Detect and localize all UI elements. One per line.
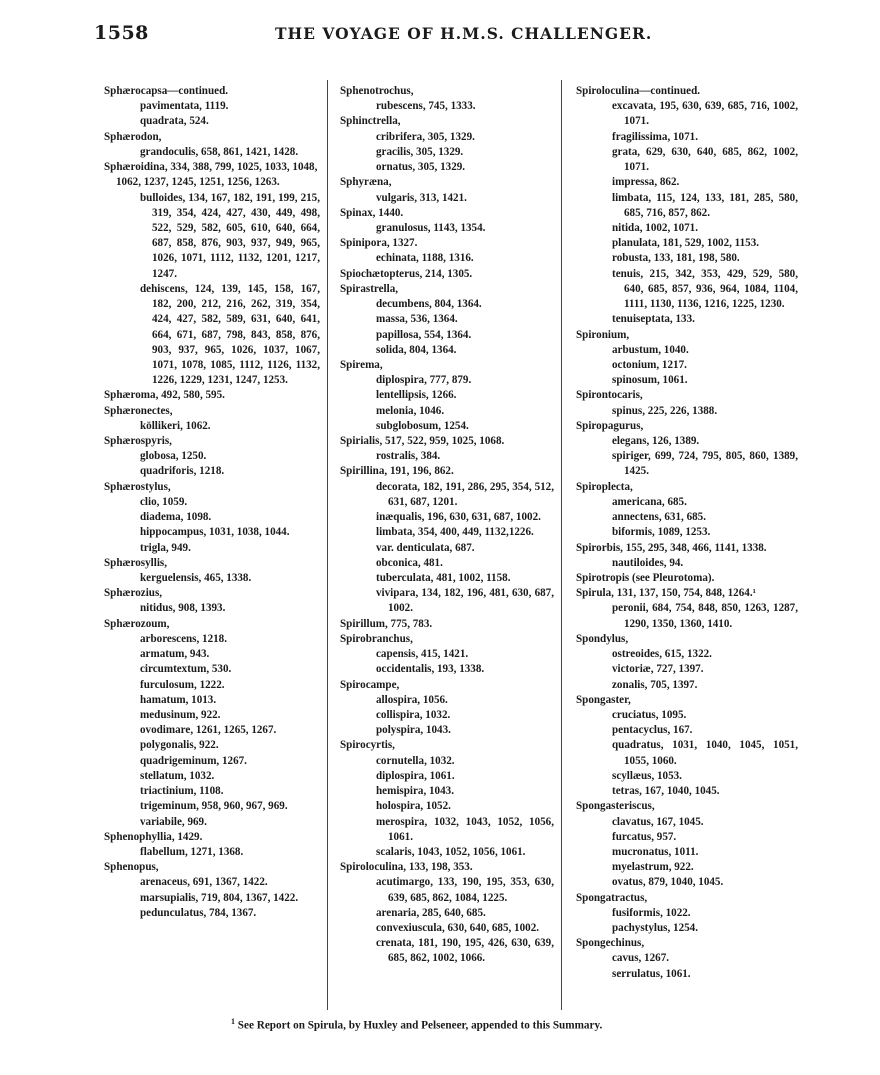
index-subentry: mucronatus, 1011. bbox=[612, 845, 699, 858]
index-subentry: globosa, 1250. bbox=[140, 450, 207, 463]
index-heading: Spirocyrtis, bbox=[340, 739, 395, 752]
index-heading: Sphæroidina, 334, 388, 799, 1025, 1033, 1048, 1062, 1237, 1245, 1251, 1256, 1263. bbox=[104, 161, 318, 189]
index-subentry: hippocampus, 1031, 1038, 1044. bbox=[140, 526, 290, 539]
index-subentry: peronii, 684, 754, 848, 850, 1263, 1287, 1290, 1350, 1360, 1410. bbox=[612, 602, 798, 630]
index-subentry: crenata, 181, 190, 195, 426, 630, 639, 685, 862, 1002, 1066. bbox=[376, 937, 554, 965]
index-heading: Spirema, bbox=[340, 358, 383, 371]
index-subentry: nitida, 1002, 1071. bbox=[612, 221, 698, 234]
index-subentry: capensis, 415, 1421. bbox=[376, 648, 469, 661]
footnote bbox=[231, 1017, 602, 1032]
index-heading: Sphærostylus, bbox=[104, 480, 171, 493]
index-subentry: nitidus, 908, 1393. bbox=[140, 602, 226, 615]
footnote-marker: 1 bbox=[231, 1017, 235, 1026]
index-subentry: gracilis, 305, 1329. bbox=[376, 145, 464, 158]
index-heading: Sphæronectes, bbox=[104, 404, 173, 417]
index-subentry: collispira, 1032. bbox=[376, 708, 451, 721]
index-subentry: zonalis, 705, 1397. bbox=[612, 678, 698, 691]
index-subentry: variabile, 969. bbox=[140, 815, 207, 828]
index-subentry: myelastrum, 922. bbox=[612, 861, 694, 874]
index-subentry: allospira, 1056. bbox=[376, 693, 448, 706]
index-column-1 bbox=[104, 84, 320, 921]
index-subentry: inæqualis, 196, 630, 631, 687, 1002. bbox=[376, 511, 541, 524]
index-subentry: quadrata, 524. bbox=[140, 115, 209, 128]
index-subentry: excavata, 195, 630, 639, 685, 716, 1002, 1071. bbox=[612, 100, 798, 128]
index-subentry: lentellipsis, 1266. bbox=[376, 389, 457, 402]
index-subentry: ornatus, 305, 1329. bbox=[376, 161, 466, 174]
index-subentry: arenaria, 285, 640, 685. bbox=[376, 906, 486, 919]
index-subentry: armatum, 943. bbox=[140, 648, 210, 661]
index-subentry: spinosum, 1061. bbox=[612, 374, 688, 387]
index-subentry: pedunculatus, 784, 1367. bbox=[140, 906, 257, 919]
index-subentry: var. denticulata, 687. bbox=[376, 541, 475, 554]
index-subentry: scyllæus, 1053. bbox=[612, 769, 682, 782]
index-subentry: hamatum, 1013. bbox=[140, 693, 217, 706]
index-subentry: medusinum, 922. bbox=[140, 708, 221, 721]
index-subentry: americana, 685. bbox=[612, 495, 687, 508]
index-subentry: dehiscens, 124, 139, 145, 158, 167, 182, 200, 212, 216, 262, 319, 354, 424, 427, 582, 589, 631, 640, 641, 664, 671, 687, 798, 843, 858, 876, 903, 937, 965, 1026, 1037, 1067, 1071, 1078, 1085, 1112, 1126, 1132, 1226, 1229, 1231, 1247, 1253. bbox=[140, 282, 320, 387]
index-subentry: rostralis, 384. bbox=[376, 450, 441, 463]
index-subentry: trigla, 949. bbox=[140, 541, 191, 554]
index-subentry: quadratus, 1031, 1040, 1045, 1051, 1055, 1060. bbox=[612, 739, 798, 767]
index-subentry: spiriger, 699, 724, 795, 805, 860, 1389, 1425. bbox=[612, 450, 798, 478]
index-heading: Spongechinus, bbox=[576, 937, 645, 950]
index-heading: Sphenotrochus, bbox=[340, 85, 414, 97]
index-subentry: flabellum, 1271, 1368. bbox=[140, 845, 244, 858]
running-title: THE VOYAGE OF H.M.S. CHALLENGER. bbox=[275, 24, 653, 43]
column-rule bbox=[327, 80, 328, 1010]
index-heading: Sphenophyllia, 1429. bbox=[104, 830, 203, 843]
index-heading: Spongasteriscus, bbox=[576, 800, 655, 813]
index-subentry: biformis, 1089, 1253. bbox=[612, 526, 711, 539]
index-subentry: cruciatus, 1095. bbox=[612, 708, 687, 721]
index-subentry: papillosa, 554, 1364. bbox=[376, 328, 472, 341]
index-subentry: echinata, 1188, 1316. bbox=[376, 252, 474, 265]
index-subentry: diplospira, 777, 879. bbox=[376, 374, 472, 387]
index-subentry: decumbens, 804, 1364. bbox=[376, 298, 482, 311]
index-subentry: tenuis, 215, 342, 353, 429, 529, 580, 640, 685, 857, 936, 964, 1084, 1104, 1111, 1130, 1136, 1216, 1225, 1230. bbox=[612, 267, 798, 311]
index-heading: Sphærozoum, bbox=[104, 617, 170, 630]
index-subentry: vivipara, 134, 182, 196, 481, 630, 687, 1002. bbox=[376, 587, 554, 615]
index-subentry: limbata, 354, 400, 449, 1132,1226. bbox=[376, 526, 534, 539]
index-heading: Spondylus, bbox=[576, 632, 629, 645]
index-heading: Sphærocapsa—continued. bbox=[104, 85, 229, 97]
index-heading: Sphærosyllis, bbox=[104, 556, 167, 569]
index-subentry: ostreoides, 615, 1322. bbox=[612, 648, 712, 661]
index-subentry: triactinium, 1108. bbox=[140, 785, 224, 798]
index-subentry: furcatus, 957. bbox=[612, 830, 677, 843]
index-subentry: pachystylus, 1254. bbox=[612, 922, 698, 935]
index-subentry: clio, 1059. bbox=[140, 495, 188, 508]
index-subentry: holospira, 1052. bbox=[376, 800, 451, 813]
index-subentry: hemispira, 1043. bbox=[376, 785, 454, 798]
index-subentry: solida, 804, 1364. bbox=[376, 343, 457, 356]
index-subentry: granulosus, 1143, 1354. bbox=[376, 221, 486, 234]
index-subentry: arborescens, 1218. bbox=[140, 632, 227, 645]
index-subentry: arenaceus, 691, 1367, 1422. bbox=[140, 876, 268, 889]
index-heading: Spirastrella, bbox=[340, 282, 399, 295]
index-subentry: decorata, 182, 191, 286, 295, 354, 512, 631, 687, 1201. bbox=[376, 480, 554, 508]
index-column-3 bbox=[576, 84, 798, 982]
index-subentry: cavus, 1267. bbox=[612, 952, 670, 965]
index-subentry: acutimargo, 133, 190, 195, 353, 630, 639, 685, 862, 1084, 1225. bbox=[376, 876, 554, 904]
index-subentry: polygonalis, 922. bbox=[140, 739, 219, 752]
index-heading: Spiochætopterus, 214, 1305. bbox=[340, 267, 473, 280]
index-heading: Spirotropis (see Pleurotoma). bbox=[576, 572, 715, 584]
index-subentry: elegans, 126, 1389. bbox=[612, 435, 700, 448]
index-subentry: annectens, 631, 685. bbox=[612, 511, 706, 524]
index-subentry: merospira, 1032, 1043, 1052, 1056, 1061. bbox=[376, 815, 554, 843]
column-rule bbox=[561, 80, 562, 1010]
index-subentry: ovatus, 879, 1040, 1045. bbox=[612, 876, 724, 889]
index-subentry: impressa, 862. bbox=[612, 176, 680, 189]
index-subentry: cornutella, 1032. bbox=[376, 754, 455, 767]
index-heading: Sphærodon, bbox=[104, 130, 162, 143]
index-subentry: arbustum, 1040. bbox=[612, 343, 689, 356]
index-subentry: pavimentata, 1119. bbox=[140, 100, 229, 113]
index-heading: Spongatractus, bbox=[576, 891, 648, 904]
index-heading: Spirorbis, 155, 295, 348, 466, 1141, 1338. bbox=[576, 541, 767, 554]
index-subentry: clavatus, 167, 1045. bbox=[612, 815, 704, 828]
index-subentry: fragilissima, 1071. bbox=[612, 130, 698, 143]
index-heading: Sphærozius, bbox=[104, 587, 163, 600]
index-heading: Spiroplecta, bbox=[576, 480, 633, 493]
index-column-2 bbox=[340, 84, 554, 967]
footnote-text: See Report on Spirula, by Huxley and Pelseneer, appended to this Summary. bbox=[237, 1019, 603, 1032]
index-heading: Spirobranchus, bbox=[340, 632, 413, 645]
index-heading: Spinax, 1440. bbox=[340, 206, 404, 219]
index-subentry: marsupialis, 719, 804, 1367, 1422. bbox=[140, 891, 299, 904]
index-heading: Spirialis, 517, 522, 959, 1025, 1068. bbox=[340, 435, 505, 448]
index-subentry: bulloides, 134, 167, 182, 191, 199, 215, 319, 354, 424, 427, 430, 449, 498, 522, 529, 582, 605, 610, 640, 664, 687, 858, 876, 903, 937, 949, 965, 1026, 1071, 1112, 1132, 1201, 1217, 1247. bbox=[140, 191, 320, 280]
index-heading: Spiroloculina, 133, 198, 353. bbox=[340, 861, 473, 874]
index-subentry: köllikeri, 1062. bbox=[140, 419, 211, 432]
index-subentry: fusiformis, 1022. bbox=[612, 906, 691, 919]
index-subentry: obconica, 481. bbox=[376, 556, 443, 569]
index-subentry: diplospira, 1061. bbox=[376, 769, 455, 782]
index-subentry: furculosum, 1222. bbox=[140, 678, 225, 691]
index-subentry: kerguelensis, 465, 1338. bbox=[140, 572, 252, 584]
index-heading: Sphærospyris, bbox=[104, 435, 172, 448]
index-subentry: occidentalis, 193, 1338. bbox=[376, 663, 485, 676]
index-subentry: diadema, 1098. bbox=[140, 511, 212, 524]
index-subentry: tetras, 167, 1040, 1045. bbox=[612, 785, 720, 798]
index-subentry: ovodimare, 1261, 1265, 1267. bbox=[140, 724, 277, 737]
index-heading: Spongaster, bbox=[576, 693, 631, 706]
index-heading: Sphæroma, 492, 580, 595. bbox=[104, 389, 225, 402]
index-subentry: polyspira, 1043. bbox=[376, 724, 451, 737]
index-subentry: quadriforis, 1218. bbox=[140, 465, 225, 478]
index-subentry: convexiuscula, 630, 640, 685, 1002. bbox=[376, 922, 540, 935]
index-subentry: grandoculis, 658, 861, 1421, 1428. bbox=[140, 145, 299, 158]
index-subentry: vulgaris, 313, 1421. bbox=[376, 191, 467, 204]
index-subentry: stellatum, 1032. bbox=[140, 769, 215, 782]
index-subentry: trigeminum, 958, 960, 967, 969. bbox=[140, 800, 288, 813]
index-subentry: quadrigeminum, 1267. bbox=[140, 754, 247, 767]
index-subentry: spinus, 225, 226, 1388. bbox=[612, 404, 718, 417]
index-heading: Spirillina, 191, 196, 862. bbox=[340, 465, 454, 478]
index-subentry: victoriæ, 727, 1397. bbox=[612, 663, 704, 676]
index-subentry: serrulatus, 1061. bbox=[612, 967, 691, 980]
index-heading: Spiroloculina—continued. bbox=[576, 85, 701, 97]
index-subentry: grata, 629, 630, 640, 685, 862, 1002, 1071. bbox=[612, 145, 798, 174]
index-subentry: octonium, 1217. bbox=[612, 358, 687, 371]
index-heading: Sphinctrella, bbox=[340, 115, 401, 128]
page-number: 1558 bbox=[94, 22, 149, 44]
index-subentry: nautiloides, 94. bbox=[612, 556, 684, 569]
index-heading: Spirocampe, bbox=[340, 678, 400, 691]
index-subentry: subglobosum, 1254. bbox=[376, 419, 469, 432]
index-heading: Spirontocaris, bbox=[576, 389, 643, 402]
index-subentry: planulata, 181, 529, 1002, 1153. bbox=[612, 237, 760, 250]
index-heading: Sphyræna, bbox=[340, 176, 392, 189]
index-subentry: limbata, 115, 124, 133, 181, 285, 580, 685, 716, 857, 862. bbox=[612, 191, 798, 219]
index-subentry: tuberculata, 481, 1002, 1158. bbox=[376, 572, 511, 584]
index-subentry: massa, 536, 1364. bbox=[376, 313, 458, 326]
index-subentry: robusta, 133, 181, 198, 580. bbox=[612, 252, 740, 265]
index-heading: Spiropagurus, bbox=[576, 419, 644, 432]
index-subentry: pentacyclus, 167. bbox=[612, 724, 693, 737]
index-subentry: scalaris, 1043, 1052, 1056, 1061. bbox=[376, 845, 526, 858]
index-subentry: cribrifera, 305, 1329. bbox=[376, 130, 475, 143]
index-heading: Spinipora, 1327. bbox=[340, 237, 418, 250]
index-heading: Sphenopus, bbox=[104, 861, 159, 874]
index-heading: Spirula, 131, 137, 150, 754, 848, 1264.¹ bbox=[576, 587, 756, 600]
index-heading: Spirillum, 775, 783. bbox=[340, 617, 433, 630]
index-heading: Spironium, bbox=[576, 328, 630, 341]
index-subentry: tenuiseptata, 133. bbox=[612, 313, 695, 326]
index-subentry: melonia, 1046. bbox=[376, 404, 445, 417]
index-subentry: rubescens, 745, 1333. bbox=[376, 100, 476, 113]
index-subentry: circumtextum, 530. bbox=[140, 663, 232, 676]
